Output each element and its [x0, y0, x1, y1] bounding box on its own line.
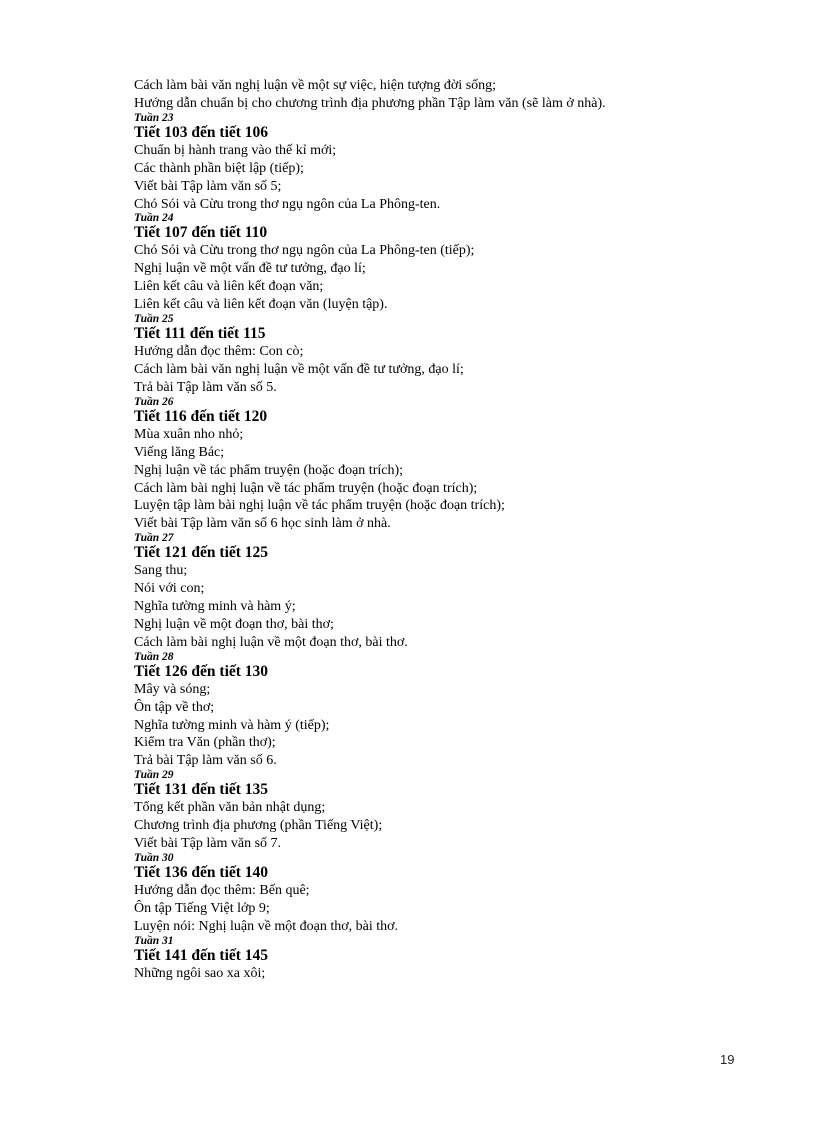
lesson-range-title: Tiết 116 đến tiết 120	[134, 407, 268, 425]
lesson-item: Sang thu;	[134, 563, 188, 579]
lesson-item: Nghĩa tường minh và hàm ý (tiếp);	[134, 717, 330, 733]
week-heading: Tuần 27	[134, 532, 174, 545]
week-heading: Tuần 29	[134, 769, 174, 782]
lesson-item: Ôn tập về thơ;	[134, 699, 215, 715]
week-heading: Tuần 26	[134, 395, 174, 408]
week-section	[134, 397, 734, 533]
week-heading: Tuần 31	[134, 934, 174, 947]
lesson-item: Nghĩa tường minh và hàm ý;	[134, 599, 296, 615]
lesson-item: Kiểm tra Văn (phần thơ);	[134, 735, 276, 751]
lesson-range-title: Tiết 126 đến tiết 130	[134, 662, 269, 680]
page-number: 19	[720, 1052, 735, 1067]
lesson-item: Cách làm bài nghị luận về tác phẩm truyện (hoặc đoạn trích);	[134, 480, 478, 496]
lesson-item: Cách làm bài nghị luận về một đoạn thơ, bài thơ.	[134, 634, 408, 650]
week-section	[134, 314, 734, 397]
week-heading: Tuần 30	[134, 852, 174, 864]
lesson-item: Liên kết câu và liên kết đoạn văn (luyện tập).	[134, 297, 388, 313]
lesson-item: Nghị luận về một vấn đề tư tưởng, đạo lí;	[134, 261, 366, 277]
lesson-item: Các thành phần biệt lập (tiếp);	[134, 160, 304, 176]
lesson-item: Mùa xuân nho nhỏ;	[134, 426, 244, 442]
intro-line: Hướng dẫn chuẩn bị cho chương trình địa phương phần Tập làm văn (sẽ làm ở nhà).	[134, 95, 606, 111]
week-heading: Tuần 24	[134, 212, 174, 225]
lesson-item: Hướng dẫn đọc thêm: Con cò;	[134, 344, 304, 360]
lesson-item: Những ngôi sao xa xôi;	[134, 965, 266, 981]
intro-line: Cách làm bài văn nghị luận về một sự việc, hiện tượng đời sống;	[134, 78, 497, 93]
lesson-item: Chương trình địa phương (phần Tiếng Việt);	[134, 818, 383, 834]
lesson-item: Mây và sóng;	[134, 681, 211, 697]
lesson-item: Nói với con;	[134, 581, 205, 597]
lesson-range-title: Tiết 136 đến tiết 140	[134, 864, 269, 881]
lesson-item: Hướng dẫn đọc thêm: Bến quê;	[134, 883, 310, 898]
lesson-item: Trả bài Tập làm văn số 5.	[134, 379, 277, 395]
lesson-item: Liên kết câu và liên kết đoạn văn;	[134, 279, 324, 295]
week-section	[134, 113, 734, 214]
lesson-range-title: Tiết 131 đến tiết 135	[134, 781, 269, 799]
week-section	[134, 853, 734, 936]
lesson-item: Tổng kết phần văn bản nhật dụng;	[134, 800, 326, 816]
lesson-item: Viếng lăng Bác;	[134, 444, 225, 460]
lesson-item: Chuẩn bị hành trang vào thế kỉ mới;	[134, 142, 337, 158]
document-body	[134, 77, 734, 983]
lesson-range-title: Tiết 141 đến tiết 145	[134, 946, 269, 964]
lesson-range-title: Tiết 107 đến tiết 110	[134, 224, 268, 242]
lesson-item: Luyện tập làm bài nghị luận về tác phẩm truyện (hoặc đoạn trích);	[134, 498, 505, 514]
week-section	[134, 936, 734, 983]
week-heading: Tuần 23	[134, 111, 174, 124]
lesson-item: Trả bài Tập làm văn số 6.	[134, 753, 277, 769]
lesson-item: Nghị luận về tác phẩm truyện (hoặc đoạn trích);	[134, 462, 404, 478]
week-list	[134, 113, 734, 983]
lesson-item: Viết bài Tập làm văn số 7.	[134, 836, 282, 852]
lesson-item: Chó Sói và Cừu trong thơ ngụ ngôn của La Phông-ten.	[134, 196, 441, 212]
lesson-range-title: Tiết 103 đến tiết 106	[134, 123, 269, 141]
lesson-range-title: Tiết 121 đến tiết 125	[134, 544, 269, 562]
lesson-item: Cách làm bài văn nghị luận về một vấn đề tư tưởng, đạo lí;	[134, 361, 464, 377]
lesson-item: Ôn tập Tiếng Việt lớp 9;	[134, 900, 270, 916]
lesson-item: Nghị luận về một đoạn thơ, bài thơ;	[134, 616, 334, 632]
week-heading: Tuần 25	[134, 313, 174, 326]
week-heading: Tuần 28	[134, 650, 174, 663]
lesson-range-title: Tiết 111 đến tiết 115	[134, 325, 266, 343]
lesson-item: Luyện nói: Nghị luận về một đoạn thơ, bài thơ.	[134, 918, 399, 934]
intro-block	[134, 77, 734, 113]
week-section	[134, 213, 734, 314]
lesson-item: Viết bài Tập làm văn số 5;	[134, 178, 282, 194]
week-section	[134, 770, 734, 853]
week-section	[134, 652, 734, 771]
lesson-item: Chó Sói và Cừu trong thơ ngụ ngôn của La Phông-ten (tiếp);	[134, 243, 475, 259]
lesson-item: Viết bài Tập làm văn số 6 học sinh làm ở nhà.	[134, 516, 391, 532]
week-section	[134, 533, 734, 652]
